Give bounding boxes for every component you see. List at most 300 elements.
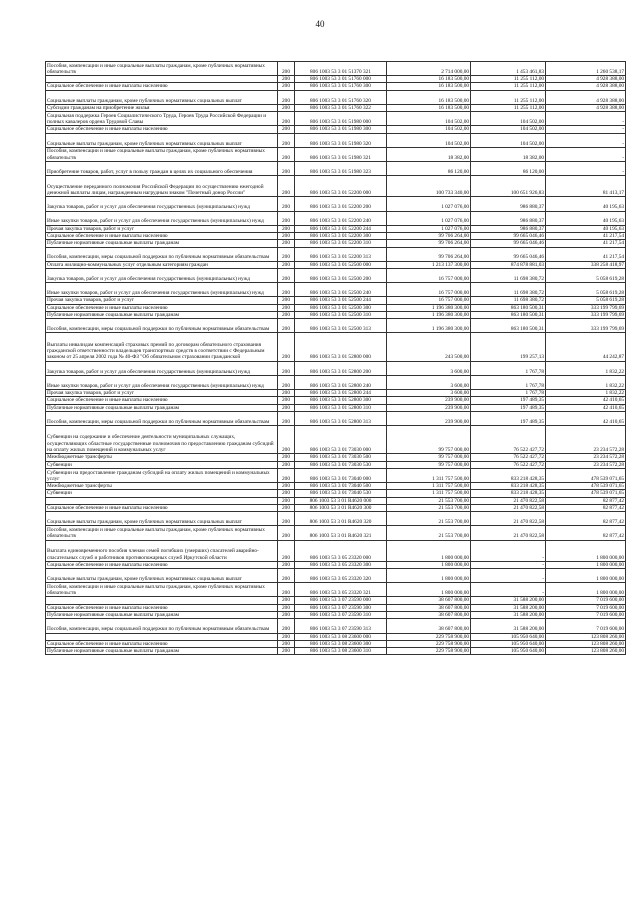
- row-planned: 1 196 380 300,00: [387, 311, 471, 318]
- row-budget-code: 806 1003 53 3 05 23320 300: [295, 561, 387, 568]
- row-planned: 16 757 000,00: [387, 283, 471, 297]
- row-line-code: 200: [278, 468, 295, 482]
- row-line-code: 200: [278, 126, 295, 133]
- row-name: Социальная поддержка Героев Социалистического Труда, Героев Труда Российской Федерации и полных кавалеров ордена Трудовой Славы: [46, 112, 278, 126]
- row-executed: -: [471, 583, 546, 597]
- row-line-code: 200: [278, 512, 295, 526]
- page-number: 40: [315, 19, 325, 29]
- row-executed: -: [471, 561, 546, 568]
- row-remainder: 123 808 260,00: [546, 640, 626, 647]
- row-executed: 104 502,00: [471, 133, 546, 147]
- table-row: [46, 311, 626, 318]
- row-remainder: 40 195,63: [546, 197, 626, 211]
- row-budget-code: 806 1003 53 3 01 52200 000: [295, 176, 387, 197]
- row-remainder: 7 019 600,00: [546, 612, 626, 619]
- row-name: Социальное обеспечение и иные выплаты населению: [46, 304, 278, 311]
- row-line-code: 200: [278, 297, 295, 304]
- row-planned: 38 607 800,00: [387, 604, 471, 611]
- row-planned: 229 758 900,00: [387, 633, 471, 640]
- row-line-code: 200: [278, 311, 295, 318]
- row-remainder: 44 242,87: [546, 333, 626, 361]
- row-name: Субвенции: [46, 490, 278, 497]
- row-executed: 76 522 427,72: [471, 426, 546, 454]
- row-remainder: 23 234 572,28: [546, 461, 626, 468]
- table-row: [46, 411, 626, 425]
- row-name: Социальное обеспечение и иные выплаты населению: [46, 232, 278, 239]
- row-remainder: 1 832,22: [546, 375, 626, 389]
- row-remainder: 5 058 619,28: [546, 269, 626, 283]
- row-line-code: 200: [278, 619, 295, 633]
- table-row: [46, 283, 626, 297]
- row-line-code: 200: [278, 483, 295, 490]
- table-row: [46, 397, 626, 404]
- row-line-code: 200: [278, 490, 295, 497]
- row-budget-code: 806 1003 53 3 01 51980 323: [295, 161, 387, 175]
- table-row: [46, 247, 626, 261]
- row-executed: 11 255 112,00: [471, 90, 546, 104]
- row-name: [46, 597, 278, 604]
- table-row: [46, 225, 626, 232]
- row-line-code: 200: [278, 176, 295, 197]
- row-line-code: 200: [278, 540, 295, 561]
- row-planned: 38 607 800,00: [387, 619, 471, 633]
- row-name: Закупка товаров, работ и услуг для обеспечения государственных (муниципальных) нужд: [46, 269, 278, 283]
- row-budget-code: 806 1003 53 3 01 52200 200: [295, 197, 387, 211]
- row-name: Социальное обеспечение и иные выплаты населению: [46, 126, 278, 133]
- table-row: [46, 404, 626, 411]
- row-remainder: 42 410,65: [546, 397, 626, 404]
- row-budget-code: 806 1003 53 3 01 52500 300: [295, 304, 387, 311]
- row-executed: 863 180 500,31: [471, 311, 546, 318]
- row-executed: 11 698 380,72: [471, 269, 546, 283]
- row-line-code: 200: [278, 240, 295, 247]
- table-row: [46, 112, 626, 126]
- row-executed: 11 255 112,00: [471, 83, 546, 90]
- row-name: Субвенции на содержание и обеспечение деятельности муниципальных служащих, осуществляющих областные государственные полномочия по предоставлению гражданам субсидий на оплату жилых помещений и коммунальных услуг: [46, 426, 278, 454]
- row-line-code: 200: [278, 133, 295, 147]
- row-remainder: 1 800 000,00: [546, 540, 626, 561]
- row-executed: 76 522 427,72: [471, 461, 546, 468]
- row-executed: 18 382,00: [471, 147, 546, 161]
- row-budget-code: 806 1003 53 3 01 73030 530: [295, 461, 387, 468]
- row-line-code: 200: [278, 112, 295, 126]
- row-line-code: 200: [278, 211, 295, 225]
- row-line-code: 200: [278, 583, 295, 597]
- row-executed: 21 470 822,58: [471, 497, 546, 504]
- row-executed: 104 502,00: [471, 126, 546, 133]
- table-row: [46, 640, 626, 647]
- row-line-code: 200: [278, 505, 295, 512]
- row-name: Иные закупки товаров, работ и услуг для обеспечения государственных (муниципальных) нужд: [46, 283, 278, 297]
- row-executed: 31 588 200,00: [471, 612, 546, 619]
- row-remainder: 4 928 388,00: [546, 90, 626, 104]
- row-executed: 986 880,37: [471, 197, 546, 211]
- row-line-code: 200: [278, 640, 295, 647]
- row-planned: 99 706 264,00: [387, 232, 471, 239]
- row-line-code: 200: [278, 397, 295, 404]
- row-name: Пособия, компенсации и иные социальные выплаты гражданам, кроме публичных нормативных обязательств: [46, 147, 278, 161]
- row-planned: 1 311 757 500,00: [387, 483, 471, 490]
- table-row: [46, 454, 626, 461]
- row-budget-code: 806 1003 53 3 01 51980 321: [295, 147, 387, 161]
- row-name: [46, 497, 278, 504]
- row-planned: 38 607 800,00: [387, 612, 471, 619]
- row-name: Социальное обеспечение и иные выплаты населению: [46, 397, 278, 404]
- row-budget-code: 806 1003 53 3 01 52500 313: [295, 319, 387, 333]
- row-line-code: 200: [278, 612, 295, 619]
- row-line-code: 200: [278, 83, 295, 90]
- row-executed: 21 470 822,58: [471, 512, 546, 526]
- row-executed: 105 950 640,00: [471, 633, 546, 640]
- row-planned: 1 196 380 300,00: [387, 304, 471, 311]
- table-row: [46, 126, 626, 133]
- table-row: [46, 304, 626, 311]
- row-line-code: 200: [278, 375, 295, 389]
- row-planned: 99 706 264,00: [387, 240, 471, 247]
- row-name: Социальные выплаты гражданам, кроме публичных нормативных социальных выплат: [46, 133, 278, 147]
- row-planned: 1 027 076,00: [387, 225, 471, 232]
- row-remainder: 123 808 260,00: [546, 648, 626, 655]
- row-executed: 21 470 822,58: [471, 526, 546, 540]
- row-remainder: 7 019 600,00: [546, 619, 626, 633]
- row-planned: 16 183 500,00: [387, 76, 471, 83]
- row-planned: 229 758 900,00: [387, 640, 471, 647]
- row-planned: 1 800 000,00: [387, 583, 471, 597]
- row-line-code: 200: [278, 261, 295, 268]
- row-budget-code: 806 1003 53 3 01 52200 240: [295, 211, 387, 225]
- table-row: [46, 540, 626, 561]
- row-planned: 38 607 800,00: [387, 597, 471, 604]
- row-budget-code: 806 1003 53 3 01 73040 500: [295, 483, 387, 490]
- row-executed: -: [471, 540, 546, 561]
- row-remainder: 478 539 071,65: [546, 490, 626, 497]
- row-line-code: 200: [278, 497, 295, 504]
- row-line-code: 200: [278, 426, 295, 454]
- row-planned: 21 553 700,00: [387, 505, 471, 512]
- row-name: Оплата жилищно-коммунальных услуг отдельным категориям граждан: [46, 261, 278, 268]
- row-remainder: 82 877,42: [546, 505, 626, 512]
- row-budget-code: 806 1003 53 3 01 51980 000: [295, 112, 387, 126]
- row-executed: 863 180 500,31: [471, 319, 546, 333]
- row-planned: 229 758 900,00: [387, 648, 471, 655]
- row-planned: 3 600,00: [387, 361, 471, 375]
- row-budget-code: 806 1003 53 3 07 23590 310: [295, 612, 387, 619]
- row-name: Выплаты инвалидам компенсаций страховых премий по договорам обязательного страхования гражданской ответственности владельцев транспортных средств в соответствии с Федеральным законом от 25 апреля 2002 года № 40-ФЗ "Об обязательном страховании гражданской: [46, 333, 278, 361]
- row-budget-code: 806 1003 53 3 01 52500 200: [295, 269, 387, 283]
- table-row: [46, 133, 626, 147]
- row-executed: -: [471, 569, 546, 583]
- row-line-code: 200: [278, 411, 295, 425]
- table-row: [46, 319, 626, 333]
- row-line-code: 200: [278, 597, 295, 604]
- row-line-code: 200: [278, 147, 295, 161]
- table-row: [46, 147, 626, 161]
- row-planned: 1 027 076,00: [387, 211, 471, 225]
- row-name: Социальное обеспечение и иные выплаты населению: [46, 604, 278, 611]
- row-budget-code: 806 1003 53 3 01 52200 310: [295, 240, 387, 247]
- row-line-code: 200: [278, 390, 295, 397]
- row-planned: 2 714 000,00: [387, 62, 471, 76]
- row-name: Пособия, компенсации, меры социальной поддержки по публичным нормативным обязательствам: [46, 619, 278, 633]
- row-remainder: 82 877,42: [546, 526, 626, 540]
- row-budget-code: 806 1003 53 3 01 52500 240: [295, 283, 387, 297]
- row-executed: 863 180 500,31: [471, 304, 546, 311]
- row-remainder: 23 234 572,28: [546, 454, 626, 461]
- row-planned: 21 553 700,00: [387, 497, 471, 504]
- row-remainder: 82 877,42: [546, 512, 626, 526]
- row-line-code: 200: [278, 90, 295, 104]
- table-row: [46, 333, 626, 361]
- table-row: [46, 197, 626, 211]
- row-budget-code: 806 1003 53 3 01 52800 310: [295, 404, 387, 411]
- table-row: [46, 261, 626, 268]
- row-budget-code: 806 1003 53 3 01 51980 320: [295, 133, 387, 147]
- row-executed: 99 665 046,46: [471, 232, 546, 239]
- row-planned: 239 900,00: [387, 411, 471, 425]
- row-budget-code: 806 1003 53 3 01 51760 000: [295, 76, 387, 83]
- row-remainder: 1 800 000,00: [546, 569, 626, 583]
- table-row: [46, 490, 626, 497]
- table-row: [46, 269, 626, 283]
- table-row: [46, 176, 626, 197]
- row-planned: 1 027 076,00: [387, 197, 471, 211]
- row-planned: 239 900,00: [387, 397, 471, 404]
- row-budget-code: 806 1003 53 3 01 73030 500: [295, 454, 387, 461]
- row-name: [46, 76, 278, 83]
- row-remainder: 5 058 619,28: [546, 297, 626, 304]
- table-row: [46, 612, 626, 619]
- table-row: [46, 633, 626, 640]
- row-budget-code: 806 1003 53 3 01 52800 240: [295, 375, 387, 389]
- row-budget-code: 806 1003 53 3 01 52500 310: [295, 311, 387, 318]
- row-name: Публичные нормативные социальные выплаты гражданам: [46, 240, 278, 247]
- row-name: Публичные нормативные социальные выплаты гражданам: [46, 311, 278, 318]
- row-budget-code: 806 1003 53 3 01 R4620 321: [295, 526, 387, 540]
- row-planned: 99 706 264,00: [387, 247, 471, 261]
- row-line-code: 200: [278, 604, 295, 611]
- row-remainder: 5 058 619,28: [546, 283, 626, 297]
- row-planned: 100 733 340,00: [387, 176, 471, 197]
- row-planned: 21 553 700,00: [387, 512, 471, 526]
- row-line-code: 200: [278, 561, 295, 568]
- row-budget-code: 806 1003 53 3 07 23590 000: [295, 597, 387, 604]
- row-executed: 1 767,78: [471, 375, 546, 389]
- row-executed: 11 698 380,72: [471, 283, 546, 297]
- row-line-code: 200: [278, 304, 295, 311]
- row-executed: 31 588 200,00: [471, 604, 546, 611]
- row-planned: 1 311 757 500,00: [387, 490, 471, 497]
- row-remainder: 40 195,63: [546, 211, 626, 225]
- row-budget-code: 806 1003 53 3 01 52500 244: [295, 297, 387, 304]
- row-name: Социальные выплаты гражданам, кроме публичных нормативных социальных выплат: [46, 512, 278, 526]
- row-line-code: 200: [278, 633, 295, 640]
- row-line-code: 200: [278, 333, 295, 361]
- table-row: [46, 211, 626, 225]
- row-line-code: 200: [278, 161, 295, 175]
- row-line-code: 200: [278, 461, 295, 468]
- row-remainder: 478 539 071,65: [546, 483, 626, 490]
- row-budget-code: 806 1003 53 3 01 52200 244: [295, 225, 387, 232]
- row-name: Публичные нормативные социальные выплаты гражданам: [46, 404, 278, 411]
- row-name: Пособия, компенсации и иные социальные выплаты гражданам, кроме публичных нормативных обязательств: [46, 583, 278, 597]
- row-executed: 199 257,13: [471, 333, 546, 361]
- row-budget-code: 806 1003 53 3 01 R4620 320: [295, 512, 387, 526]
- row-remainder: -: [546, 133, 626, 147]
- table-row: [46, 461, 626, 468]
- row-line-code: 200: [278, 319, 295, 333]
- row-budget-code: 806 1003 53 3 07 23590 313: [295, 619, 387, 633]
- row-planned: 99 757 000,00: [387, 426, 471, 454]
- table-row: [46, 161, 626, 175]
- row-line-code: 200: [278, 454, 295, 461]
- row-remainder: 41 217,54: [546, 232, 626, 239]
- row-remainder: 123 808 260,00: [546, 633, 626, 640]
- row-name: [46, 633, 278, 640]
- row-planned: 239 900,00: [387, 404, 471, 411]
- row-remainder: 1 832,22: [546, 361, 626, 375]
- row-executed: 874 878 881,03: [471, 261, 546, 268]
- row-executed: 833 218 428,35: [471, 483, 546, 490]
- row-executed: 986 880,37: [471, 225, 546, 232]
- table-row: [46, 569, 626, 583]
- budget-table: [45, 61, 626, 655]
- row-planned: 1 800 000,00: [387, 561, 471, 568]
- row-budget-code: 806 1003 53 3 01 52800 244: [295, 390, 387, 397]
- row-name: Пособия, компенсации, меры социальной поддержки по публичным нормативным обязательствам: [46, 411, 278, 425]
- row-budget-code: 806 1003 53 3 01 52800 300: [295, 397, 387, 404]
- row-planned: 1 800 000,00: [387, 569, 471, 583]
- row-line-code: 200: [278, 247, 295, 261]
- row-remainder: 333 199 799,69: [546, 319, 626, 333]
- row-remainder: 478 539 071,65: [546, 468, 626, 482]
- row-line-code: 200: [278, 569, 295, 583]
- row-remainder: -: [546, 147, 626, 161]
- row-executed: 104 502,00: [471, 112, 546, 126]
- row-remainder: 4 928 388,00: [546, 83, 626, 90]
- row-line-code: 200: [278, 283, 295, 297]
- row-planned: 1 311 757 500,00: [387, 468, 471, 482]
- row-remainder: 7 019 600,00: [546, 597, 626, 604]
- table-row: [46, 561, 626, 568]
- row-name: Субсидии гражданам на приобретение жилья: [46, 104, 278, 111]
- row-remainder: 40 195,63: [546, 225, 626, 232]
- row-line-code: 200: [278, 269, 295, 283]
- table-row: [46, 512, 626, 526]
- table-row: [46, 648, 626, 655]
- table-row: [46, 526, 626, 540]
- row-budget-code: 806 1003 53 3 01 73030 000: [295, 426, 387, 454]
- row-budget-code: 806 1003 53 3 07 23590 300: [295, 604, 387, 611]
- row-name: Прочая закупка товаров, работ и услуг: [46, 297, 278, 304]
- row-remainder: 333 199 799,69: [546, 304, 626, 311]
- row-budget-code: 806 1003 53 3 01 52200 313: [295, 247, 387, 261]
- row-name: Прочая закупка товаров, работ и услуг: [46, 225, 278, 232]
- row-name: Закупка товаров, работ и услуг для обеспечения государственных (муниципальных) нужд: [46, 197, 278, 211]
- row-planned: 104 502,00: [387, 112, 471, 126]
- row-executed: 833 218 428,35: [471, 468, 546, 482]
- table-row: [46, 583, 626, 597]
- row-remainder: 82 877,42: [546, 497, 626, 504]
- row-executed: 99 665 046,46: [471, 247, 546, 261]
- table-row: [46, 90, 626, 104]
- row-executed: 833 218 428,35: [471, 490, 546, 497]
- row-name: Пособия, компенсации и иные социальные выплаты гражданам, кроме публичных нормативных обязательств: [46, 526, 278, 540]
- table-row: [46, 497, 626, 504]
- row-name: Пособия, компенсации и иные социальные выплаты гражданам, кроме публичных нормативных обязательств: [46, 62, 278, 76]
- table-row: [46, 483, 626, 490]
- row-name: Пособия, компенсации, меры социальной поддержки по публичным нормативным обязательствам: [46, 247, 278, 261]
- row-planned: 1 800 000,00: [387, 540, 471, 561]
- row-planned: 104 502,00: [387, 133, 471, 147]
- row-budget-code: 806 1003 53 3 01 52800 200: [295, 361, 387, 375]
- row-remainder: 1 832,22: [546, 390, 626, 397]
- row-remainder: 41 217,54: [546, 240, 626, 247]
- table-row: [46, 375, 626, 389]
- row-executed: 31 588 200,00: [471, 597, 546, 604]
- row-name: Субвенции на предоставление гражданам субсидий на оплату жилых помещений и коммунальных услуг: [46, 468, 278, 482]
- row-remainder: 4 928 388,00: [546, 76, 626, 83]
- row-executed: 197 489,35: [471, 411, 546, 425]
- row-planned: 243 500,00: [387, 333, 471, 361]
- row-name: Публичные нормативные социальные выплаты гражданам: [46, 612, 278, 619]
- row-line-code: 200: [278, 361, 295, 375]
- row-executed: 197 489,35: [471, 397, 546, 404]
- row-budget-code: 806 1003 53 3 01 51760 322: [295, 104, 387, 111]
- table-row: [46, 468, 626, 482]
- row-budget-code: 806 1003 53 3 01 51760 300: [295, 83, 387, 90]
- table-row: [46, 297, 626, 304]
- row-planned: 16 183 500,00: [387, 90, 471, 104]
- row-name: Социальное обеспечение и иные выплаты населению: [46, 505, 278, 512]
- row-budget-code: 806 1003 53 3 08 23600 000: [295, 633, 387, 640]
- row-name: Прочая закупка товаров, работ и услуг: [46, 390, 278, 397]
- row-budget-code: 806 1003 53 3 01 51980 300: [295, 126, 387, 133]
- table-row: [46, 505, 626, 512]
- row-budget-code: 806 1003 53 3 01 51370 321: [295, 62, 387, 76]
- row-remainder: 42 410,65: [546, 404, 626, 411]
- table-row: [46, 361, 626, 375]
- row-planned: 3 600,00: [387, 390, 471, 397]
- row-name: Иные закупки товаров, работ и услуг для обеспечения государственных (муниципальных) нужд: [46, 375, 278, 389]
- row-line-code: 200: [278, 76, 295, 83]
- row-name: Межбюджетные трансферты: [46, 483, 278, 490]
- row-remainder: 7 019 600,00: [546, 604, 626, 611]
- row-executed: 1 767,78: [471, 361, 546, 375]
- row-executed: 100 651 926,83: [471, 176, 546, 197]
- table-row: [46, 426, 626, 454]
- row-line-code: 200: [278, 648, 295, 655]
- row-executed: 986 880,37: [471, 211, 546, 225]
- row-line-code: 200: [278, 104, 295, 111]
- row-budget-code: 806 1003 53 3 05 23320 320: [295, 569, 387, 583]
- row-remainder: -: [546, 161, 626, 175]
- row-remainder: 23 234 572,28: [546, 426, 626, 454]
- row-name: Социальные выплаты гражданам, кроме публичных нормативных социальных выплат: [46, 569, 278, 583]
- table-row: [46, 240, 626, 247]
- row-planned: 1 196 380 300,00: [387, 319, 471, 333]
- row-planned: 18 382,00: [387, 147, 471, 161]
- budget-table-body: [46, 62, 626, 655]
- row-line-code: 200: [278, 225, 295, 232]
- row-budget-code: 806 1003 53 3 01 52800 000: [295, 333, 387, 361]
- row-executed: 105 950 640,00: [471, 648, 546, 655]
- row-line-code: 200: [278, 62, 295, 76]
- row-executed: 99 665 046,46: [471, 240, 546, 247]
- row-budget-code: 806 1003 53 3 05 23320 000: [295, 540, 387, 561]
- row-name: Субвенции: [46, 461, 278, 468]
- row-line-code: 200: [278, 404, 295, 411]
- table-row: [46, 76, 626, 83]
